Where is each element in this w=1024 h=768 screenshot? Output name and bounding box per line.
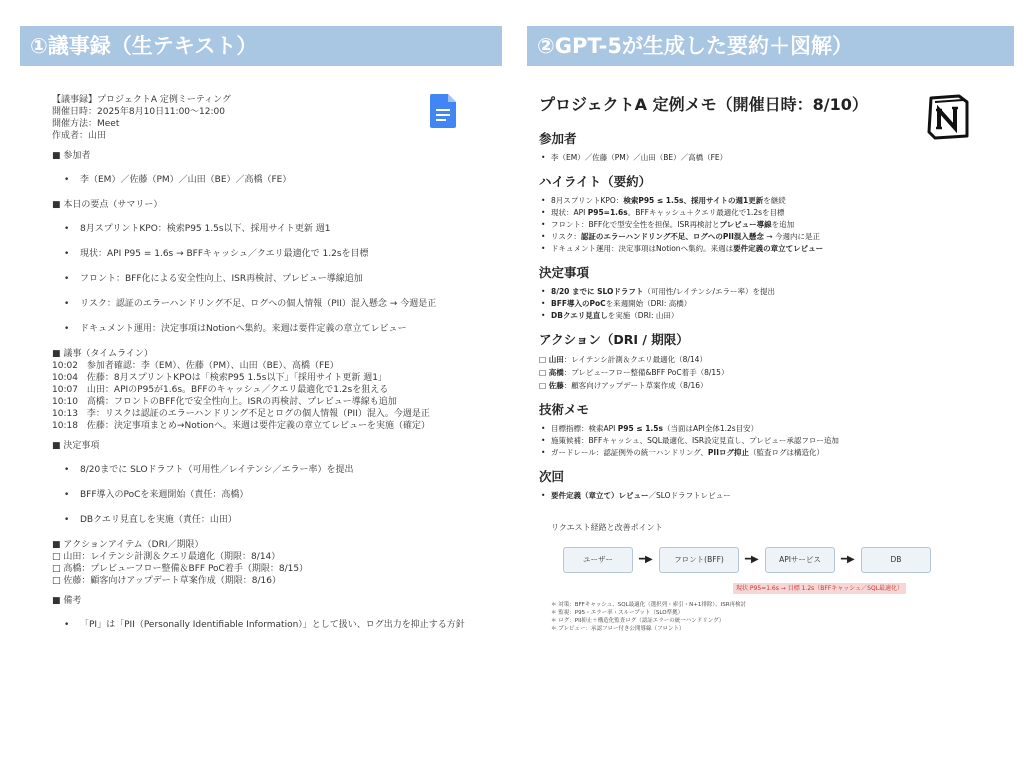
highlights-heading: ハイライト（要約）: [539, 174, 652, 189]
summary-title: プロジェクトA 定例メモ（開催日時：8/10）: [539, 95, 868, 114]
highlight-item: • 8月スプリントKPO：検索P95 ≤ 1.5s、採用サイトの週1更新を継続: [539, 195, 1014, 207]
actions-heading: ■ アクションアイテム（DRI／期限）: [52, 540, 204, 550]
flow-title: リクエスト経路と改善ポイント: [551, 523, 663, 532]
timeline-entry: 10:18 佐藤：決定事項まとめ→Notionへ。来週は要件定義の章立てレビューを実施（確定）: [52, 421, 430, 431]
decision-item: • BFF導入のPoCを来週開始（DRI: 高橋）: [539, 298, 1014, 310]
participants-heading: 参加者: [539, 131, 577, 146]
decisions-heading: 決定事項: [539, 265, 590, 280]
tech-item: • ガードレール：認証例外の統一ハンドリング、PIIログ抑止（監査ログは構造化）: [539, 447, 1014, 459]
participants-item: • 李（EM）／佐藤（PM）／山田（BE）／高橋（FE）: [52, 174, 502, 186]
timeline-entry: 10:02 参加者確認：李（EM）、佐藤（PM）、山田（BE）、高橋（FE）: [52, 361, 339, 371]
tech-item: • 施策候補：BFFキャッシュ、SQL最適化、ISR設定見直し、プレビュー承認フロー追加: [539, 435, 1014, 447]
actions-heading: アクション（DRI / 期限）: [539, 332, 689, 347]
decision-item: • 8/20までに SLOドラフト（可用性／レイテンシ／エラー率）を提出: [52, 464, 502, 476]
timeline-entry: 10:07 山田：APIのP95が1.6s。BFFのキャッシュ／クエリ最適化で1.2sを狙える: [52, 385, 389, 395]
flow-note: ＊ 対策：BFFキャッシュ、SQL最適化（選択列・索引・N+1排除）、ISR再検討: [551, 602, 747, 608]
action-item: □ 佐藤：顧客向けアップデート草案作成（8/16）: [539, 381, 708, 390]
decision-item: • 8/20 までに SLOドラフト（可用性/レイテンシ/エラー率）を提出: [539, 286, 1014, 298]
timeline-entry: 10:04 佐藤：8月スプリントKPOは「検索P95 1.5s以下」「採用サイト更新 週1」: [52, 373, 387, 383]
decision-item: • DBクエリ見直しを実施（DRI: 山田）: [539, 310, 1014, 322]
summary-item: • フロント：BFF化による安全性向上、ISR再検討、プレビュー導線追加: [52, 273, 502, 285]
participants-item: • 李（EM）／佐藤（PM）／山田（BE）／高橋（FE）: [539, 152, 1014, 164]
flow-notes: [551, 601, 1014, 633]
summary-item: • 現状：API P95 = 1.6s → BFFキャッシュ／クエリ最適化で 1.2sを目標: [52, 248, 502, 260]
action-item: □ 佐藤：顧客向けアップデート草案作成（期限：8/16）: [52, 576, 281, 586]
decisions-heading: ■ 決定事項: [52, 441, 100, 451]
decision-item: • BFF導入のPoCを来週開始（責任：高橋）: [52, 489, 502, 501]
highlight-item: • ドキュメント運用：決定事項はNotionへ集約。来週は要件定義の章立てレビュー: [539, 243, 1014, 255]
tech-heading: 技術メモ: [539, 402, 590, 417]
summary-body: [527, 66, 1014, 633]
tech-item: • 目標指標：検索API P95 ≤ 1.5s（当面はAPI全体1.2s目安）: [539, 423, 1014, 435]
decision-item: • DBクエリ見直しを実施（責任：山田）: [52, 514, 502, 526]
action-item: □ 高橋：プレビューフロー整備＆BFF PoC着手（期限：8/15）: [52, 564, 309, 574]
highlight-item: • リスク：認証のエラーハンドリング不足、ログへのPII混入懸念 → 今週内に是正: [539, 231, 1014, 243]
action-item: □ 高橋：プレビューフロー整備&BFF PoC着手（8/15）: [539, 368, 729, 377]
header-line: 開催方法：Meet: [52, 119, 120, 129]
action-item: □ 山田：レイテンシ計測＆クエリ最適化（期限：8/14）: [52, 552, 281, 562]
timeline-entry: 10:10 高橋：フロントのBFF化で安全性向上。ISRの再検討、プレビュー導線も追加: [52, 397, 397, 407]
flow-note: ＊ プレビュー：承認フロー付き公開導線（フロント）: [551, 626, 685, 632]
timeline-heading: ■ 議事（タイムライン）: [52, 349, 153, 359]
flow-box-frontend: フロント(BFF): [659, 547, 739, 573]
summary-item: • 8月スプリントKPO：検索P95 1.5s以下、採用サイト更新 週1: [52, 223, 502, 235]
summary-item: • ドキュメント運用：決定事項はNotionへ集約。来週は要件定義の章立てレビュー: [52, 323, 502, 335]
next-heading: 次回: [539, 469, 565, 484]
arrow-right-icon: ━▶: [639, 554, 653, 565]
request-flow-diagram: [539, 522, 1014, 633]
next-item: • 要件定義（章立て）レビュー／SLOドラフトレビュー: [539, 490, 1014, 502]
arrow-right-icon: ━▶: [745, 554, 759, 565]
summary-panel: [527, 26, 1014, 768]
raw-minutes-body: [20, 66, 502, 631]
action-item: □ 山田：レイテンシ計測＆クエリ最適化（8/14）: [539, 355, 707, 364]
flow-row: [551, 547, 1014, 592]
flow-box-user: ユーザー: [563, 547, 633, 573]
flow-note: ＊ 監視：P95・エラー率・スループット（SLO準拠）: [551, 610, 684, 616]
raw-minutes-panel: [20, 26, 502, 768]
notes-heading: ■ 備考: [52, 596, 82, 606]
notion-icon: [925, 94, 971, 140]
google-docs-icon: [430, 94, 456, 128]
flow-box-db: DB: [861, 547, 931, 573]
summary-heading: ■ 本日の要点（サマリー）: [52, 200, 163, 210]
flow-note: ＊ ログ：PII抑止＋構造化監査ログ（認証エラーの統一ハンドリング）: [551, 618, 725, 624]
note-item: • 「PI」は「PII（Personally Identifiable Information）」として扱い、ログ出力を抑止する方針: [52, 619, 472, 631]
latency-highlight-badge: 現状 P95=1.6s → 目標 1.2s（BFFキャッシュ／SQL最適化）: [733, 583, 906, 594]
timeline-entry: 10:13 李：リスクは認証のエラーハンドリング不足とログの個人情報（PII）混入。今週是正: [52, 409, 430, 419]
highlight-item: • 現状：API P95=1.6s。BFFキャッシュ＋クエリ最適化で1.2sを目標: [539, 207, 1014, 219]
header-line: 作成者：山田: [52, 131, 107, 141]
participants-heading: ■ 参加者: [52, 151, 91, 161]
header-line: 【議事録】プロジェクトA 定例ミーティング: [52, 95, 231, 105]
raw-minutes-banner: ①議事録（生テキスト）: [20, 26, 502, 66]
summary-banner: ②GPT-5が生成した要約＋図解）: [527, 26, 1014, 66]
header-line: 開催日時：2025年8月10日11:00〜12:00: [52, 107, 225, 117]
highlight-item: • フロント：BFF化で型安全性を担保。ISR再検討とプレビュー導線を追加: [539, 219, 1014, 231]
summary-item: • リスク：認証のエラーハンドリング不足、ログへの個人情報（PII）混入懸念 → 今週是正: [52, 298, 502, 310]
arrow-right-icon: ━▶: [841, 554, 855, 565]
flow-box-api: APIサービス: [765, 547, 835, 573]
